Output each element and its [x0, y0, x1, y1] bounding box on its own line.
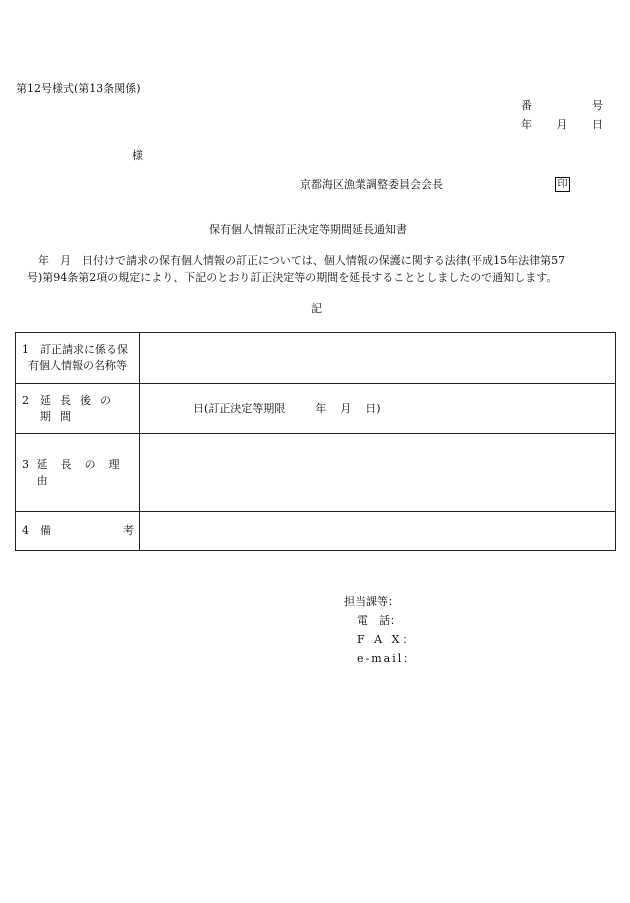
seal-mark: 印	[555, 177, 570, 192]
reason-label-cell: 3 延長の理由	[16, 434, 140, 512]
form-id: 第12号様式(第13条関係)	[16, 82, 141, 95]
contact-fax: F A X：	[357, 633, 417, 646]
remarks-label-a: 備	[40, 524, 51, 537]
contact-email: e-mail：	[357, 652, 417, 665]
request-value-cell	[140, 333, 616, 384]
body-line-1: 年 月 日付けで請求の保有個人情報の訂正については、個人情報の保護に関する法律(平成15年法律第57	[38, 254, 566, 267]
doc-number-label: 番	[521, 99, 532, 112]
contact-block	[344, 592, 416, 668]
remarks-value-cell	[140, 512, 616, 551]
document-date	[521, 119, 603, 130]
document-title: 保有個人情報訂正決定等期間延長通知書	[209, 223, 407, 236]
addressee-suffix: 様	[132, 149, 143, 162]
period-day: 日	[193, 402, 204, 415]
document-number	[521, 100, 603, 111]
ki-heading: 記	[311, 302, 322, 315]
date-year: 年	[521, 118, 532, 131]
detail-table	[15, 332, 616, 551]
table-row	[16, 512, 616, 551]
request-label-line1: 訂正請求に係る保	[40, 343, 128, 356]
doc-number-suffix: 号	[592, 99, 603, 112]
period-month: 月	[340, 402, 352, 415]
period-label: 延長後の期間	[40, 393, 120, 423]
contact-section: 担当課等：	[344, 595, 399, 608]
reason-label: 延長の理由	[36, 457, 133, 487]
remarks-label-cell: 4 備 考	[16, 512, 140, 551]
contact-phone: 電 話：	[357, 614, 401, 627]
date-day: 日	[592, 118, 603, 131]
remarks-label-b: 考	[123, 524, 134, 537]
period-label-cell: 2 延長後の期間	[16, 384, 140, 434]
request-label-cell: 1 訂正請求に係る保 有個人情報の名称等	[16, 333, 140, 384]
body-text	[16, 252, 614, 286]
body-line-2: 号)第94条第2項の規定により、下記のとおり訂正決定等の期間を延長することとしましたので通知します。	[27, 271, 558, 284]
table-row	[16, 384, 616, 434]
request-label-line2: 有個人情報の名称等	[28, 359, 127, 372]
table-row	[16, 333, 616, 384]
date-month: 月	[556, 118, 568, 131]
period-deadline-label: (訂正決定等期限	[204, 402, 286, 415]
reason-value-cell	[140, 434, 616, 512]
period-day-close: 日)	[365, 402, 381, 415]
table-row	[16, 434, 616, 512]
issuer-name: 京都海区漁業調整委員会会長	[300, 178, 443, 191]
period-year: 年	[315, 402, 327, 415]
period-value-cell	[140, 384, 616, 434]
